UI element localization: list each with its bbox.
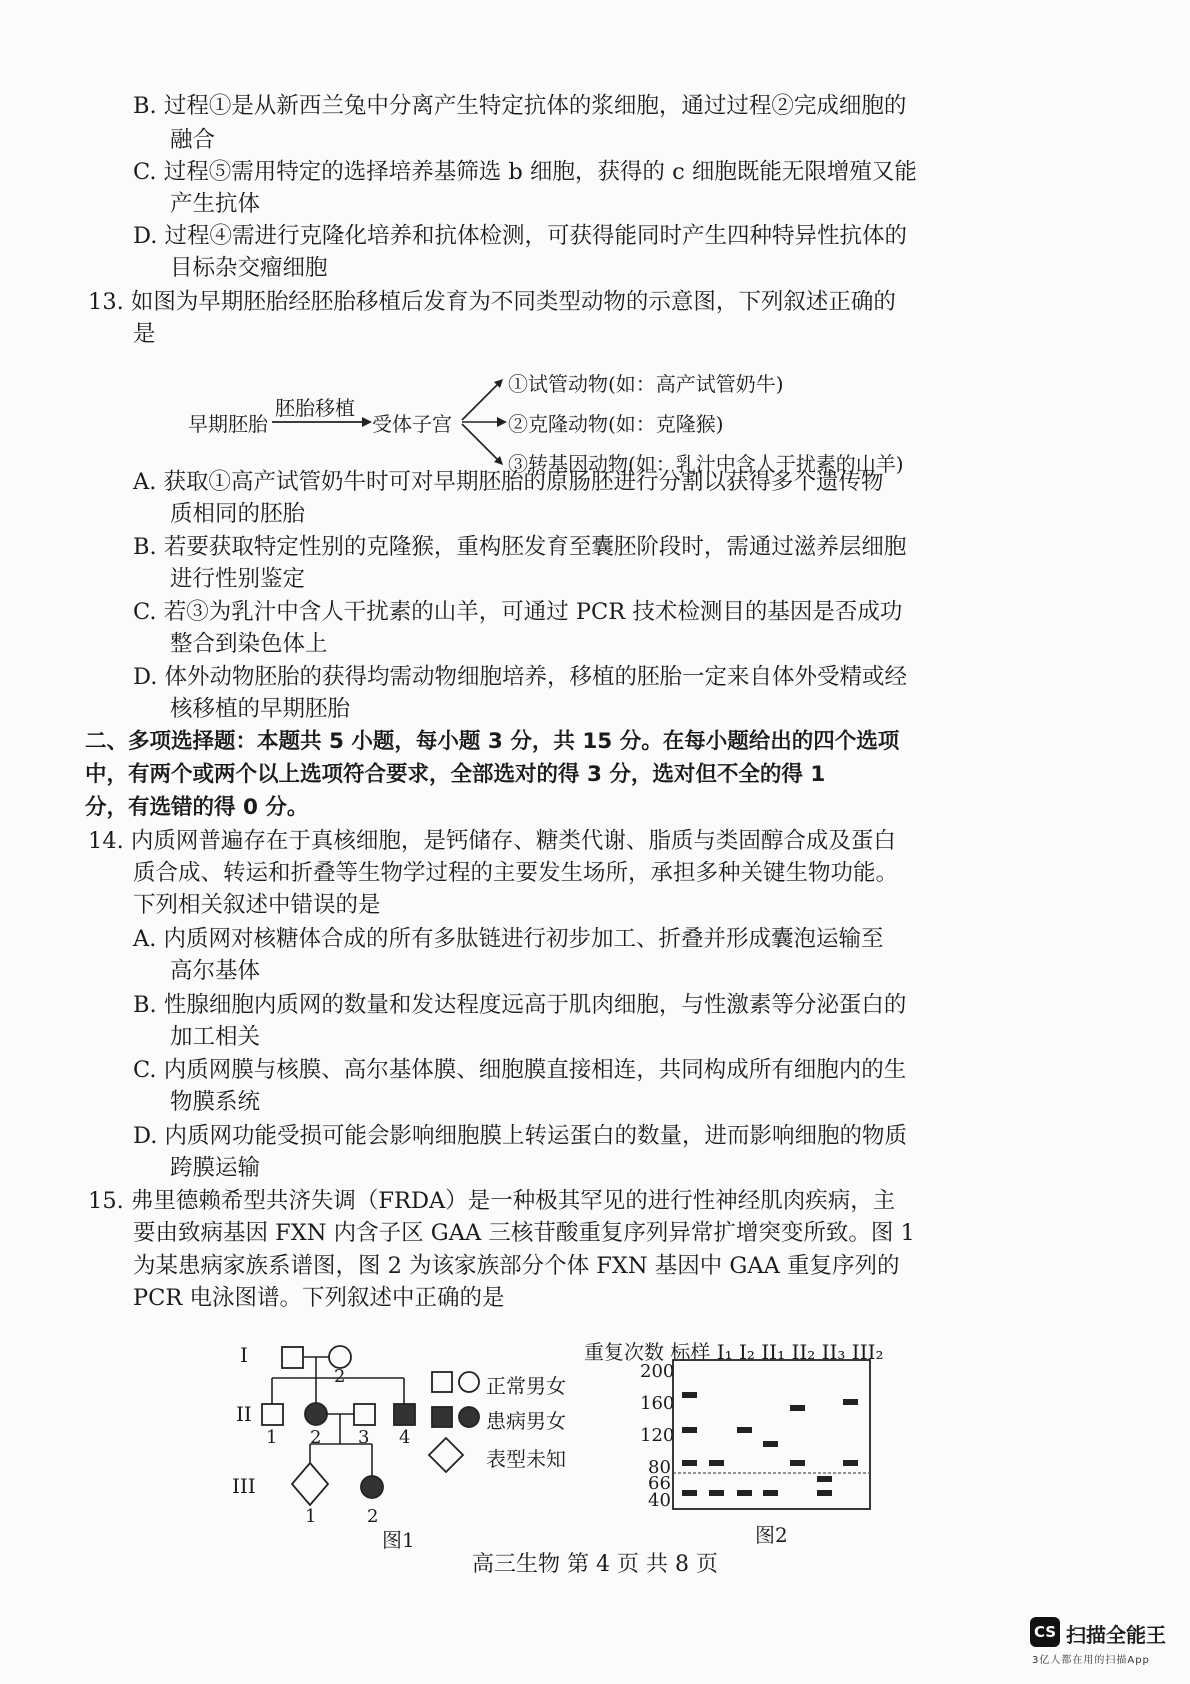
text-line: A. 获取①高产试管奶牛时可对早期胚胎的原肠胚进行分割以获得多个遗传物 xyxy=(133,469,884,495)
figure2-caption: 图2 xyxy=(755,1523,788,1547)
label-II4: 4 xyxy=(399,1427,411,1448)
camscanner-logo-icon: CS xyxy=(1030,1617,1060,1647)
text-line: 分，有选错的得 0 分。 xyxy=(85,795,309,820)
legend-unknown-label: 表型未知 xyxy=(486,1447,566,1471)
text-line: B. 性腺细胞内质网的数量和发达程度远高于肌肉细胞，与性激素等分泌蛋白的 xyxy=(133,992,907,1018)
scanner-watermark xyxy=(1030,1617,1175,1667)
gel-tick-66: 66 xyxy=(648,1473,671,1494)
flow-outcome-3: ③转基因动物(如：乳汁中含人干扰素的山羊) xyxy=(508,452,904,476)
legend-affected-label: 患病男女 xyxy=(486,1409,566,1433)
text-line: 高尔基体 xyxy=(170,958,261,984)
watermark-subtitle: 3亿人都在用的扫描App xyxy=(1032,1655,1150,1666)
gel-tick-160: 160 xyxy=(640,1393,675,1414)
text-line: 产生抗体 xyxy=(170,191,261,217)
text-line: 物膜系统 xyxy=(170,1089,261,1115)
text-line: 是 xyxy=(133,321,156,347)
text-line: C. 若③为乳汁中含人干扰素的山羊，可通过 PCR 技术检测目的基因是否成功 xyxy=(133,599,903,625)
watermark-name: 扫描全能王 xyxy=(1066,1623,1166,1647)
label-II1: 1 xyxy=(266,1427,278,1448)
flow-middle-label: 受体子宫 xyxy=(372,412,452,436)
text-line: B. 若要获取特定性别的克隆猴，重构胚发育至囊胚阶段时，需通过滋养层细胞 xyxy=(133,534,907,560)
text-line: 下列相关叙述中错误的是 xyxy=(133,892,381,918)
text-line: 二、多项选择题：本题共 5 小题，每小题 3 分，共 15 分。在每小题给出的四个选项 xyxy=(85,729,900,754)
text-line: D. 内质网功能受损可能会影响细胞膜上转运蛋白的数量，进而影响细胞的物质 xyxy=(133,1123,908,1149)
label-III1: 1 xyxy=(305,1506,317,1527)
text-line: D. 体外动物胚胎的获得均需动物细胞培养，移植的胚胎一定来自体外受精或经 xyxy=(133,664,908,690)
text-line: 加工相关 xyxy=(170,1024,261,1050)
text-line: 质相同的胚胎 xyxy=(170,501,306,527)
label-II3: 3 xyxy=(358,1427,370,1448)
figure1-caption: 图1 xyxy=(382,1528,415,1552)
text-line: 中，有两个或两个以上选项符合要求，全部选对的得 3 分，选对但不全的得 1 xyxy=(85,762,826,787)
gel-tick-120: 120 xyxy=(640,1425,675,1446)
flow-outcome-2: ②克隆动物(如：克隆猴) xyxy=(508,412,724,436)
text-line: 要由致病基因 FXN 内含子区 GAA 三核苷酸重复序列异常扩增突变所致。图 1 xyxy=(133,1220,915,1246)
gel-tick-40: 40 xyxy=(648,1490,671,1511)
text-line: 14. 内质网普遍存在于真核细胞，是钙储存、糖类代谢、脂质与类固醇合成及蛋白 xyxy=(88,828,896,854)
gel-tick-200: 200 xyxy=(640,1361,675,1382)
text-line: 13. 如图为早期胚胎经胚胎移植后发育为不同类型动物的示意图，下列叙述正确的 xyxy=(88,289,896,315)
text-line: 融合 xyxy=(170,127,216,153)
label-III2: 2 xyxy=(367,1506,379,1527)
text-line: PCR 电泳图谱。下列叙述中正确的是 xyxy=(133,1285,505,1311)
text-line: C. 内质网膜与核膜、高尔基体膜、细胞膜直接相连，共同构成所有细胞内的生 xyxy=(133,1057,907,1083)
text-line: 整合到染色体上 xyxy=(170,631,328,657)
page-footer: 高三生物 第 4 页 共 8 页 xyxy=(472,1552,718,1577)
gen-II-label: II xyxy=(236,1402,252,1426)
gel-header: 重复次数 标样 I₁ I₂ II₁ II₂ II₃ III₂ xyxy=(584,1340,884,1364)
legend-normal-label: 正常男女 xyxy=(486,1374,566,1398)
flow-start-label: 早期胚胎 xyxy=(188,412,268,436)
gen-I-label: I xyxy=(240,1343,248,1367)
text-line: 为某患病家族系谱图，图 2 为该家族部分个体 FXN 基因中 GAA 重复序列的 xyxy=(133,1253,900,1279)
text-line: C. 过程⑤需用特定的选择培养基筛选 b 细胞，获得的 c 细胞既能无限增殖又能 xyxy=(133,159,917,185)
label-II2: 2 xyxy=(310,1427,322,1448)
text-line: 进行性别鉴定 xyxy=(170,566,306,592)
text-line: 核移植的早期胚胎 xyxy=(170,696,351,722)
text-line: 15. 弗里德赖希型共济失调（FRDA）是一种极其罕见的进行性神经肌肉疾病，主 xyxy=(88,1188,896,1214)
text-line: 跨膜运输 xyxy=(170,1155,261,1181)
flow-outcome-1: ①试管动物(如：高产试管奶牛) xyxy=(508,372,784,396)
gel-tick-80: 80 xyxy=(648,1457,671,1478)
text-line: A. 内质网对核糖体合成的所有多肽链进行初步加工、折叠并形成囊泡运输至 xyxy=(133,926,884,952)
text-line: 目标杂交瘤细胞 xyxy=(170,255,328,281)
text-line: B. 过程①是从新西兰兔中分离产生特定抗体的浆细胞，通过过程②完成细胞的 xyxy=(133,93,907,119)
text-line: 质合成、转运和折叠等生物学过程的主要发生场所，承担多种关键生物功能。 xyxy=(133,860,899,886)
text-line: D. 过程④需进行克隆化培养和抗体检测，可获得能同时产生四种特异性抗体的 xyxy=(133,223,908,249)
flow-arrow-label: 胚胎移植 xyxy=(275,396,355,420)
label-I2: 2 xyxy=(334,1366,346,1387)
gen-III-label: III xyxy=(232,1474,256,1498)
